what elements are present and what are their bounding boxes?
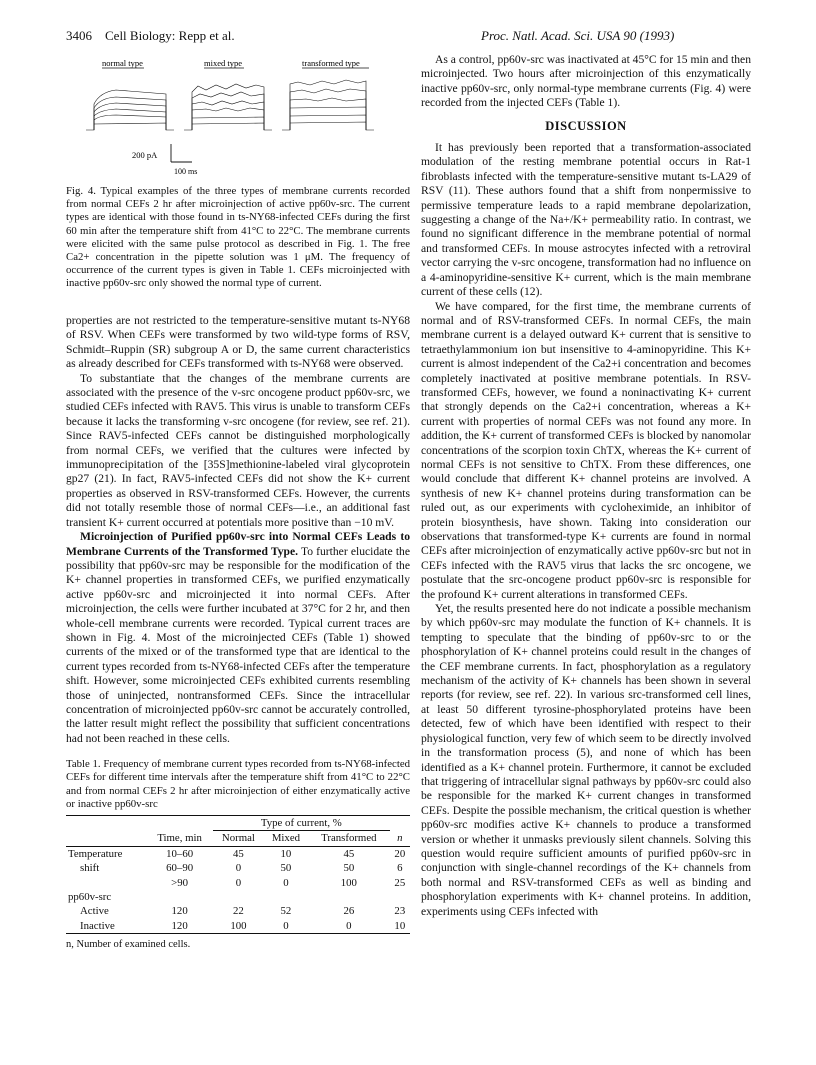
- header-title: Cell Biology: Repp et al.: [105, 28, 235, 43]
- table-1: [66, 758, 410, 952]
- table-col-header: Transformed: [321, 832, 377, 845]
- table-cell: 0: [283, 919, 289, 932]
- right-paragraph-1: It has previously been reported that a transformation-associated modulation of the resting membrane potential occurs in Rat-1 fibroblasts infected with the temperature-sensitive mutant ts-LA29 of RSV (11). These authors found that a shift from nonpermissive to permissive temperature leads to a rapid membrane depolarization, suggesting a change of the Na+/K+ permeability ratio. In contrast, we found no significant difference in the membrane potential of normal and transformed CEFs. In mouse astrocytes infected with a retroviral vector carrying the v-src oncogene, transformation had no influence on a 4-aminopyridine-sensitive K+ current, which is the main membrane current of these cells (12).: [421, 141, 751, 299]
- subsection-heading: Microinjection of Purified pp60v-src into Normal CEFs Leads to Membrane Currents of the Transformed Type.: [66, 530, 410, 558]
- running-header-journal: Proc. Natl. Acad. Sci. USA 90 (1993): [481, 28, 675, 43]
- table-cell: 45: [233, 847, 244, 860]
- table-col-header: n: [397, 832, 403, 845]
- trace-group-transformed: [282, 80, 374, 130]
- scale-current-label: 200 pA: [132, 150, 158, 160]
- table-cell: 0: [283, 876, 289, 889]
- table-1-grid: [66, 815, 410, 934]
- page-number: 3406: [66, 28, 92, 43]
- table-group-header: Type of current, %: [213, 816, 390, 831]
- table-cell: 20: [394, 847, 406, 860]
- table-cell: >90: [171, 876, 189, 889]
- table-cell: 10–60: [166, 847, 194, 860]
- table-cell: 10: [280, 847, 292, 860]
- table-cell: 25: [394, 876, 406, 889]
- table-group-label: shift: [80, 862, 100, 875]
- table-cell: 100: [230, 919, 247, 932]
- trace-group-normal: [86, 90, 174, 130]
- table-cell: 0: [346, 919, 352, 932]
- right-paragraph-0: As a control, pp60v-src was inactivated at 45°C for 15 min and then microinjected. Two hours after microinjection of this enzymatically inactive pp60v-src, only normal-type membrane currents (Fig. 4) were recorded from the injected CEFs (Table 1).: [421, 53, 751, 110]
- table-1-title: Table 1. Frequency of membrane current types recorded from ts-NY68-infected CEFs for different time intervals after the temperature shift from 41°C to 22°C and from normal CEFs 2 hr after microinjection of either enzymatically active or inactive pp60v-src: [66, 758, 411, 810]
- table-cell: 26: [343, 905, 355, 918]
- left-paragraph-3: [66, 530, 410, 746]
- left-paragraph-2: To substantiate that the changes of the membrane currents are associated with the presence of the v-src oncogene product pp60v-src, we studied CEFs infected with RAV5. This virus is unable to transform CEFs because it lacks the transforming v-src oncogene (for review, see ref. 21). Since RAV5-infected CEFs cannot be distinguished morphologically from normal CEFs, we verified that the cultures were infected by immunoprecipitation of the [35S]methionine-labeled viral glycoprotein gp27 (21). In fact, RAV5-infected CEFs did not show the K+ current properties as observed in RSV-transformed CEFs. However, the currents did not totally resemble those of normal CEFs—i.e., an additional fast transient K+ current occurred at potentials more positive than −10 mV.: [66, 371, 410, 529]
- table-cell: 50: [280, 862, 292, 875]
- table-col-header: Time, min: [157, 832, 202, 845]
- table-cell: 100: [340, 876, 357, 889]
- right-paragraph-3: Yet, the results presented here do not indicate a possible mechanism by which pp60v-src may modulate the function of K+ channels. It is tempting to speculate that the binding of pp60v-src to or the phosphorylation of K+ channel proteins could result in the changes of the CEF membrane currents. In fact, phosphorylation as a regulatory mechanism of the activity of K+ channels has been shown in several reports (for review, see ref. 22). In various src-transformed cell lines, at least 50 different tyrosine-phosphorylated proteins have been detected, few of which have been identified with respect to their physiological function, very few of which seem to be directly involved in the transformation process (5), and none of which has been identified as a K+ channel protein. Furthermore, it cannot be excluded that triggering of intracellular signal pathways by pp60v-src could also be responsible for the marked K+ current changes in transformed CEFs. Despite the possible mechanism, the critical question is whether pp60v-src modifies active K+ channels to produce a transformed version or whether it unmasks previously silent channels. Solving this question would require sufficient amounts of purified pp60v-src in conjunction with single-channel recordings of the K+ channels from both normal and RSV-transformed CEFs as well as binding and phosphorylation experiments with K+ channel proteins. In addition, experiments using CEFs infected with: [421, 602, 751, 918]
- table-cell: 120: [171, 919, 188, 932]
- table-cell: 45: [343, 847, 355, 860]
- table-footnote: n, Number of examined cells.: [66, 939, 191, 951]
- table-col-header: Normal: [221, 832, 255, 845]
- table-cell: 120: [171, 905, 188, 918]
- table-cell: 60–90: [166, 862, 194, 875]
- subsection-body: To further elucidate the possibility that pp60v-src may be responsible for the modification of the K+ channel properties in transformed CEFs, we purified enzymatically active pp60v-src and microinjected it into normal CEFs. After microinjection, the cells were further incubated at 37°C for 2 hr, and then whole-cell membrane currents were recorded. Typical current traces are shown in Fig. 4. Most of the microinjected CEFs (Table 1) showed currents of the mixed or of the transformed type that are identical to the current types recorded from ts-NY68-infected CEFs after the temperature shift. However, some microinjected CEFs exhibited currents resembling those of uninjected, nontransformed CEFs. Since the intracellular concentration of microinjected pp60v-src cannot be accurately controlled, the latter result might reflect the possibility that sufficient concentrations had not been reached in these cells.: [66, 544, 410, 745]
- table-cell: 22: [233, 905, 244, 918]
- right-paragraph-2: We have compared, for the first time, the membrane currents of normal and of RSV-transformed CEFs. In normal CEFs, the main membrane current is a delayed outward K+ current that is sensitive to tetraethylammonium ion but insensitive to 4-aminopyridine. This K+ current is almost independent of the Ca2+i concentration and becomes completely inactivated at positive membrane potentials. In RSV-transformed CEFs, however, we found a noninactivating K+ current that strongly depends on the Ca2+i concentration, whereas a K+ current with properties of normal CEFs was not found any more. In addition, the K+ current of transformed CEFs is blocked by nanomolar concentrations of the scorpion toxin ChTX, whereas the K+ current of normal CEFs is not sensitive to ChTX. From these differences, one would conclude that different K+ channel proteins are involved. A synthesis of new K+ channel proteins during transformation can be ruled out, as our experiments with cycloheximide, an inhibitor of protein biosynthesis, have shown. Taking into consideration our observations that transformed-type K+ currents are found in normal CEFs after microinjection of enzymatically active pp60v-src but not in CEFs infected with the RAV5 virus that lacks the src oncogene, we postulate that the src-oncogene product pp60v-src is responsible for the profound K+ current alterations in transformed CEFs.: [421, 299, 751, 601]
- figure-label-mixed: mixed type: [204, 58, 243, 68]
- figure-4-caption: Fig. 4. Typical examples of the three types of membrane currents recorded from normal CEFs 2 hr after microinjection of active pp60v-src. The current types are identical with those found in ts-NY68-infected CEFs during the first 60 min after the temperature shift from 41°C to 22°C. The membrane currents were elicited with the same pulse protocol as described in Fig. 1. The free Ca2+ concentration in the pipette solution was 1 μM. The frequency of occurrence of the current types is given in Table 1. CEFs microinjected with inactive pp60v-src only showed the normal type of current.: [66, 185, 410, 290]
- right-column: [421, 53, 751, 919]
- current-traces-figure: [66, 52, 410, 182]
- table-group-label: pp60v-src: [68, 891, 112, 904]
- table-cell: 0: [235, 862, 242, 875]
- table-cell: 0: [235, 876, 242, 889]
- left-paragraph-1: properties are not restricted to the temperature-sensitive mutant ts-NY68 of RSV. When CEFs were transformed by two wild-type forms of RSV, Schmidt–Ruppin (SR) subgroup A or D, the same current characteristics as already described for CEFs transformed with ts-NY68 were observed.: [66, 314, 410, 371]
- figure-label-normal: normal type: [102, 58, 143, 68]
- trace-group-mixed: [184, 84, 272, 130]
- left-column: [66, 314, 410, 953]
- table-cell: 23: [394, 905, 406, 918]
- table-cell: 52: [280, 905, 292, 918]
- figure-label-transformed: transformed type: [302, 58, 360, 68]
- running-header-left: [66, 28, 235, 44]
- scale-bar: [132, 144, 197, 176]
- table-group-label: Temperature: [68, 847, 123, 860]
- table-col-header: Mixed: [271, 832, 301, 845]
- table-cell: 6: [397, 862, 403, 875]
- table-cell: 50: [343, 862, 355, 875]
- scale-time-label: 100 ms: [174, 167, 198, 176]
- table-cell: 10: [394, 919, 406, 932]
- section-heading-discussion: DISCUSSION: [545, 118, 627, 133]
- table-row-label: Active: [80, 905, 109, 918]
- figure-4: [66, 52, 410, 182]
- table-row-label: Inactive: [80, 919, 115, 932]
